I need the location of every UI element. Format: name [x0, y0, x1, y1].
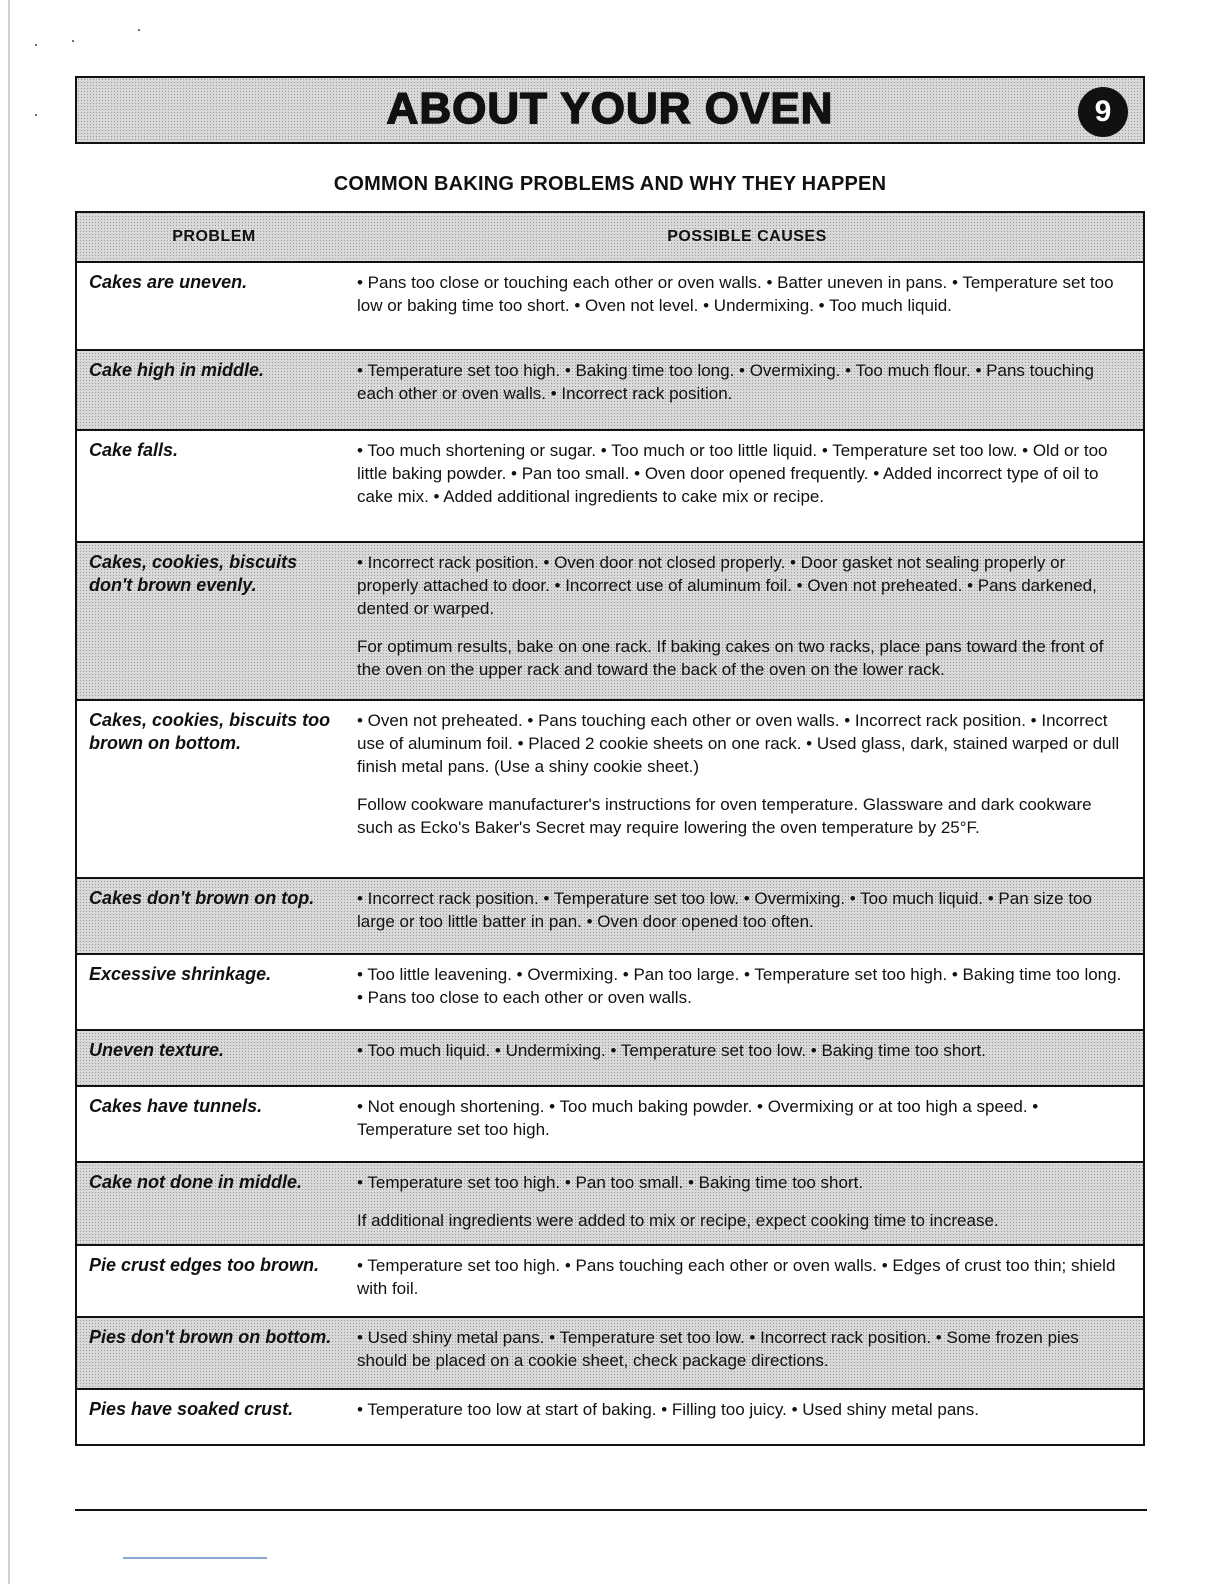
problem-cell: Pies have soaked crust.: [89, 1399, 294, 1419]
cause-paragraph: • Temperature set too high. • Baking time too long. • Overmixing. • Too much flour. • Pans touching each other or oven walls. • Incorrect rack position.: [357, 361, 1094, 403]
problem-cell: Cakes don't brown on top.: [89, 888, 315, 908]
table-row: [76, 878, 1144, 954]
causes-cell: [351, 1030, 1144, 1086]
problem-cell: Cake high in middle.: [89, 360, 265, 380]
causes-cell: [351, 1162, 1144, 1245]
cause-paragraph: • Temperature set too high. • Pan too small. • Baking time too short.: [357, 1173, 864, 1192]
causes-cell: [351, 1317, 1144, 1389]
causes-cell: [351, 430, 1144, 542]
cause-paragraph: Follow cookware manufacturer's instructions for oven temperature. Glassware and dark cookware such as Ecko's Baker's Secret may require lowering the oven temperature by 25°F.: [357, 795, 1092, 837]
table-header-row: [76, 212, 1144, 262]
page-number-badge: 9: [1078, 87, 1128, 137]
table-row: [76, 1086, 1144, 1162]
footer-mark: [123, 1557, 267, 1559]
cause-paragraph: • Oven not preheated. • Pans touching each other or oven walls. • Incorrect rack position. • Incorrect use of aluminum foil. • Placed 2 cookie sheets on one rack. • Used glass, dark, stained warped or dull finish metal pans. (Use a shiny cookie sheet.): [357, 711, 1120, 776]
page-banner: [75, 76, 1145, 144]
problem-cell: Excessive shrinkage.: [89, 964, 272, 984]
table-row: [76, 430, 1144, 542]
problem-cell: Pie crust edges too brown.: [89, 1255, 320, 1275]
causes-cell: [351, 1245, 1144, 1317]
cause-paragraph: • Temperature too low at start of baking. • Filling too juicy. • Used shiny metal pans.: [357, 1400, 979, 1419]
problem-cell: Uneven texture.: [89, 1040, 225, 1060]
problem-cell: Cakes, cookies, biscuits don't brown evenly.: [89, 552, 298, 595]
table-row: [76, 1030, 1144, 1086]
table-row: [76, 1162, 1144, 1245]
causes-cell: [351, 1389, 1144, 1445]
causes-cell: [351, 954, 1144, 1030]
table-row: [76, 542, 1144, 700]
causes-cell: [351, 1086, 1144, 1162]
problem-cell: Cakes, cookies, biscuits too brown on bottom.: [89, 710, 331, 753]
column-header-problem: PROBLEM: [76, 212, 351, 262]
cause-paragraph: • Not enough shortening. • Too much baking powder. • Overmixing or at too high a speed. • Temperature set too high.: [357, 1097, 1039, 1139]
table-row: [76, 1389, 1144, 1445]
section-heading: COMMON BAKING PROBLEMS AND WHY THEY HAPPEN: [333, 173, 887, 195]
scan-speck: [72, 40, 74, 42]
column-header-causes: POSSIBLE CAUSES: [351, 212, 1144, 262]
scan-speck: [138, 29, 140, 31]
page-edge-line: [8, 0, 10, 1584]
cause-paragraph: For optimum results, bake on one rack. If baking cakes on two racks, place pans toward the front of the oven on the upper rack and toward the back of the oven on the lower rack.: [357, 637, 1104, 679]
cause-paragraph: • Too much shortening or sugar. • Too much or too little liquid. • Temperature set too low. • Old or too little baking powder. • Pan too small. • Oven door opened frequently. • Added incorrect type of oil to cake mix. • Added additional ingredients to cake mix or recipe.: [357, 441, 1108, 506]
causes-cell: [351, 350, 1144, 430]
cause-paragraph: • Incorrect rack position. • Oven door not closed properly. • Door gasket not sealing properly or properly attached to door. • Incorrect use of aluminum foil. • Oven not preheated. • Pans darkened, dented or warped.: [357, 553, 1097, 618]
footer-rule: [75, 1509, 1147, 1511]
cause-paragraph: • Temperature set too high. • Pans touching each other or oven walls. • Edges of crust too thin; shield with foil.: [357, 1256, 1116, 1298]
problem-cell: Cake not done in middle.: [89, 1172, 303, 1192]
baking-problems-table: [75, 211, 1145, 1446]
cause-paragraph: If additional ingredients were added to mix or recipe, expect cooking time to increase.: [357, 1211, 999, 1230]
cause-paragraph: • Incorrect rack position. • Temperature set too low. • Overmixing. • Too much liquid. • Pan size too large or too little batter in pan. • Oven door opened too often.: [357, 889, 1092, 931]
table-row: [76, 1245, 1144, 1317]
cause-paragraph: • Too much liquid. • Undermixing. • Temperature set too low. • Baking time too short.: [357, 1041, 986, 1060]
cause-paragraph: • Used shiny metal pans. • Temperature set too low. • Incorrect rack position. • Some frozen pies should be placed on a cookie sheet, check package directions.: [357, 1328, 1079, 1370]
table-row: [76, 1317, 1144, 1389]
causes-cell: [351, 700, 1144, 878]
cause-paragraph: • Too little leavening. • Overmixing. • Pan too large. • Temperature set too high. • Baking time too long. • Pans too close to each other or oven walls.: [357, 965, 1122, 1007]
causes-cell: [351, 542, 1144, 700]
problem-cell: Cakes have tunnels.: [89, 1096, 263, 1116]
problem-cell: Pies don't brown on bottom.: [89, 1327, 332, 1347]
problem-cell: Cake falls.: [89, 440, 179, 460]
table-row: [76, 954, 1144, 1030]
table-row: [76, 700, 1144, 878]
scan-speck: [35, 114, 37, 116]
table-row: [76, 262, 1144, 350]
causes-cell: [351, 262, 1144, 350]
cause-paragraph: • Pans too close or touching each other or oven walls. • Batter uneven in pans. • Temperature set too low or baking time too short. • Oven not level. • Undermixing. • Too much liquid.: [357, 273, 1114, 315]
table-row: [76, 350, 1144, 430]
page-title: ABOUT YOUR OVEN: [386, 84, 834, 133]
causes-cell: [351, 878, 1144, 954]
problem-cell: Cakes are uneven.: [89, 272, 248, 292]
scan-speck: [35, 44, 37, 46]
